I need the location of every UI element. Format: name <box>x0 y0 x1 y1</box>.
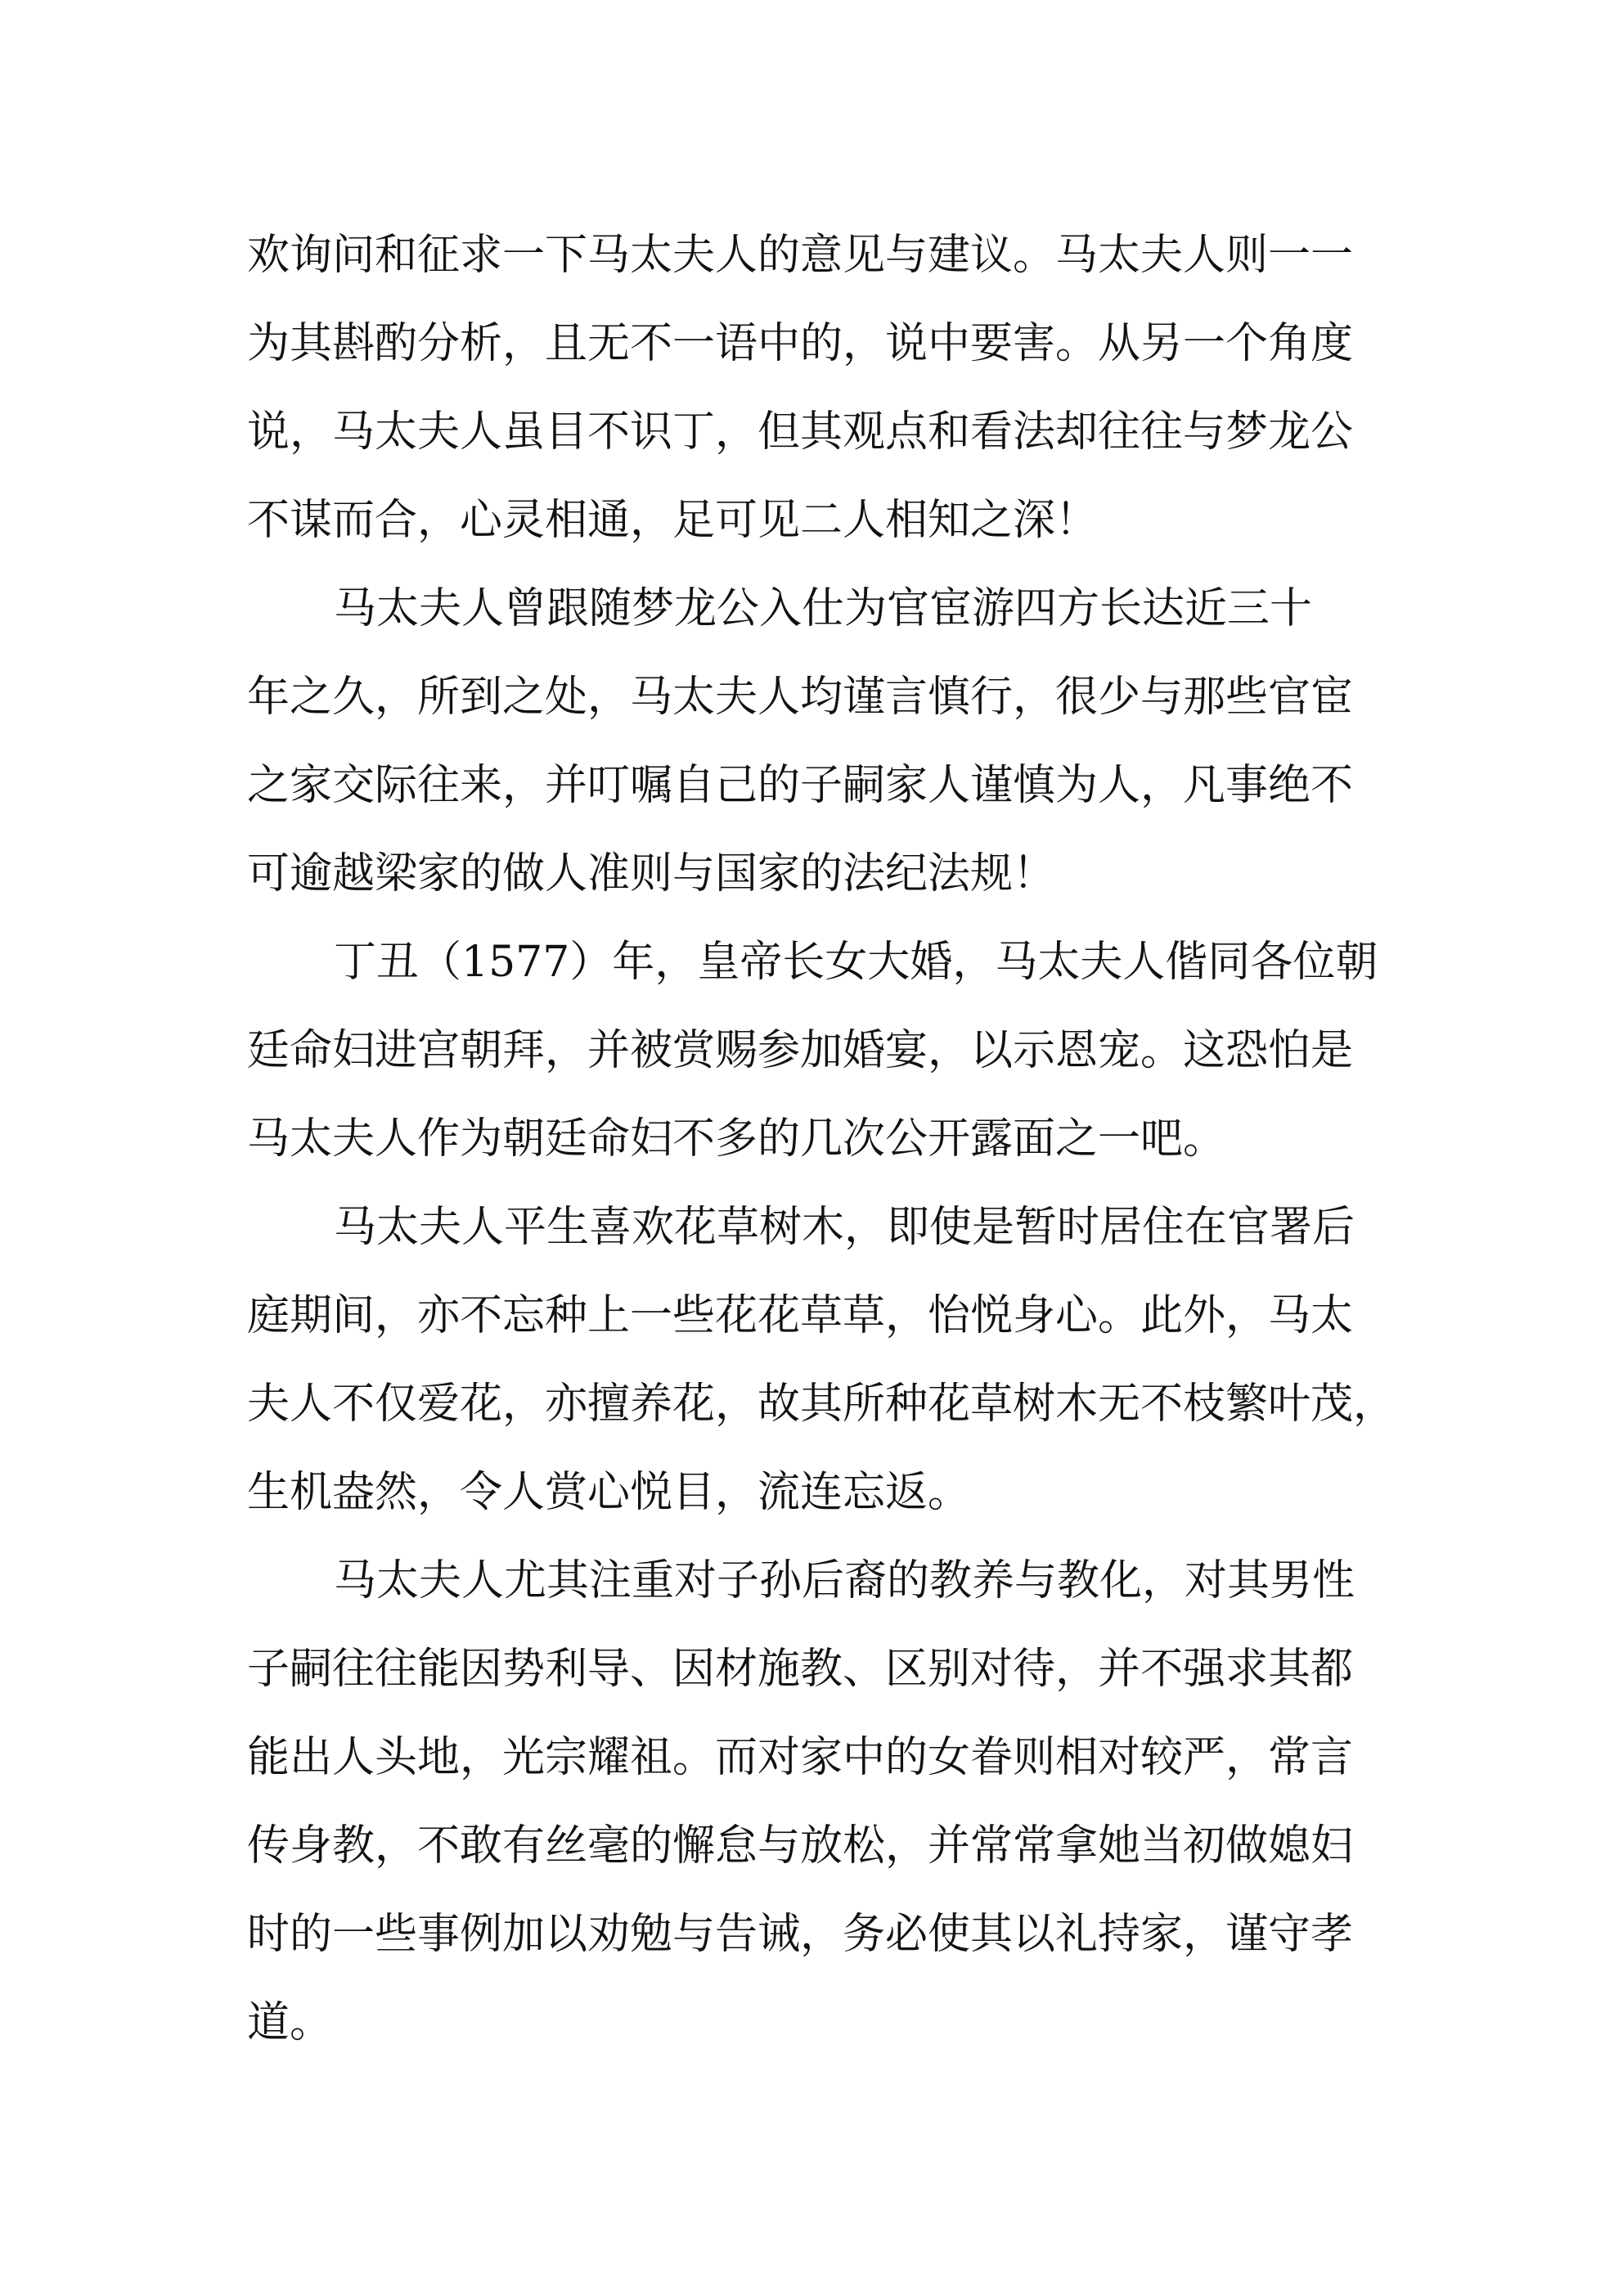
text-line: 不谋而合，心灵相通，足可见二人相知之深！ <box>247 496 1099 545</box>
text-line: 庭期间，亦不忘种上一些花花草草，怡悦身心。此外，马太 <box>247 1291 1354 1340</box>
text-line: 可逾越梁家的做人准则与国家的法纪法规！ <box>247 849 1056 898</box>
paragraph-first-line: 马太夫人曾跟随梦龙公入仕为官宦游四方长达近三十 <box>334 584 1313 633</box>
text-line: 说，马太夫人虽目不识丁，但其观点和看法却往往与梦龙公 <box>247 407 1354 457</box>
text-line: 夫人不仅爱花，亦擅养花，故其所种花草树木无不枝繁叶茂， <box>247 1380 1396 1429</box>
paragraph-first-line: 丁丑（1577）年，皇帝长女大婚，马太夫人偕同各位朝 <box>334 938 1378 987</box>
text-line: 之家交际往来，并叮嘱自己的子嗣家人谨慎为人，凡事绝不 <box>247 761 1354 810</box>
body-text <box>247 211 1396 2067</box>
text-line: 道。 <box>247 1998 333 2047</box>
text-line: 能出人头地，光宗耀祖。而对家中的女眷则相对较严，常言 <box>247 1733 1354 1782</box>
text-line: 廷命妇进宫朝拜，并被赏赐参加婚宴，以示恩宠。这恐怕是 <box>247 1026 1354 1075</box>
text-line: 年之久，所到之处，马太夫人均谨言慎行，很少与那些官宦 <box>247 673 1354 722</box>
text-line: 为其斟酌分析，且无不一语中的，说中要害。从另一个角度 <box>247 319 1354 368</box>
paragraph-first-line: 马太夫人尤其注重对子孙后裔的教养与教化，对其男性 <box>334 1556 1355 1605</box>
text-line: 时的一些事例加以劝勉与告诫，务必使其以礼持家，谨守孝 <box>247 1910 1354 1959</box>
paragraph-first-line: 马太夫人平生喜欢花草树木，即使是暂时居住在官署后 <box>334 1203 1355 1252</box>
text-line: 传身教，不敢有丝毫的懈怠与放松，并常常拿她当初做媳妇 <box>247 1821 1354 1871</box>
text-line: 生机盎然，令人赏心悦目，流连忘返。 <box>247 1468 971 1517</box>
text-line: 马太夫人作为朝廷命妇不多的几次公开露面之一吧。 <box>247 1114 1226 1164</box>
text-line: 欢询问和征求一下马太夫人的意见与建议。马太夫人则一一 <box>247 231 1354 280</box>
text-line: 子嗣往往能因势利导、因材施教、区别对待，并不强求其都 <box>247 1645 1354 1694</box>
